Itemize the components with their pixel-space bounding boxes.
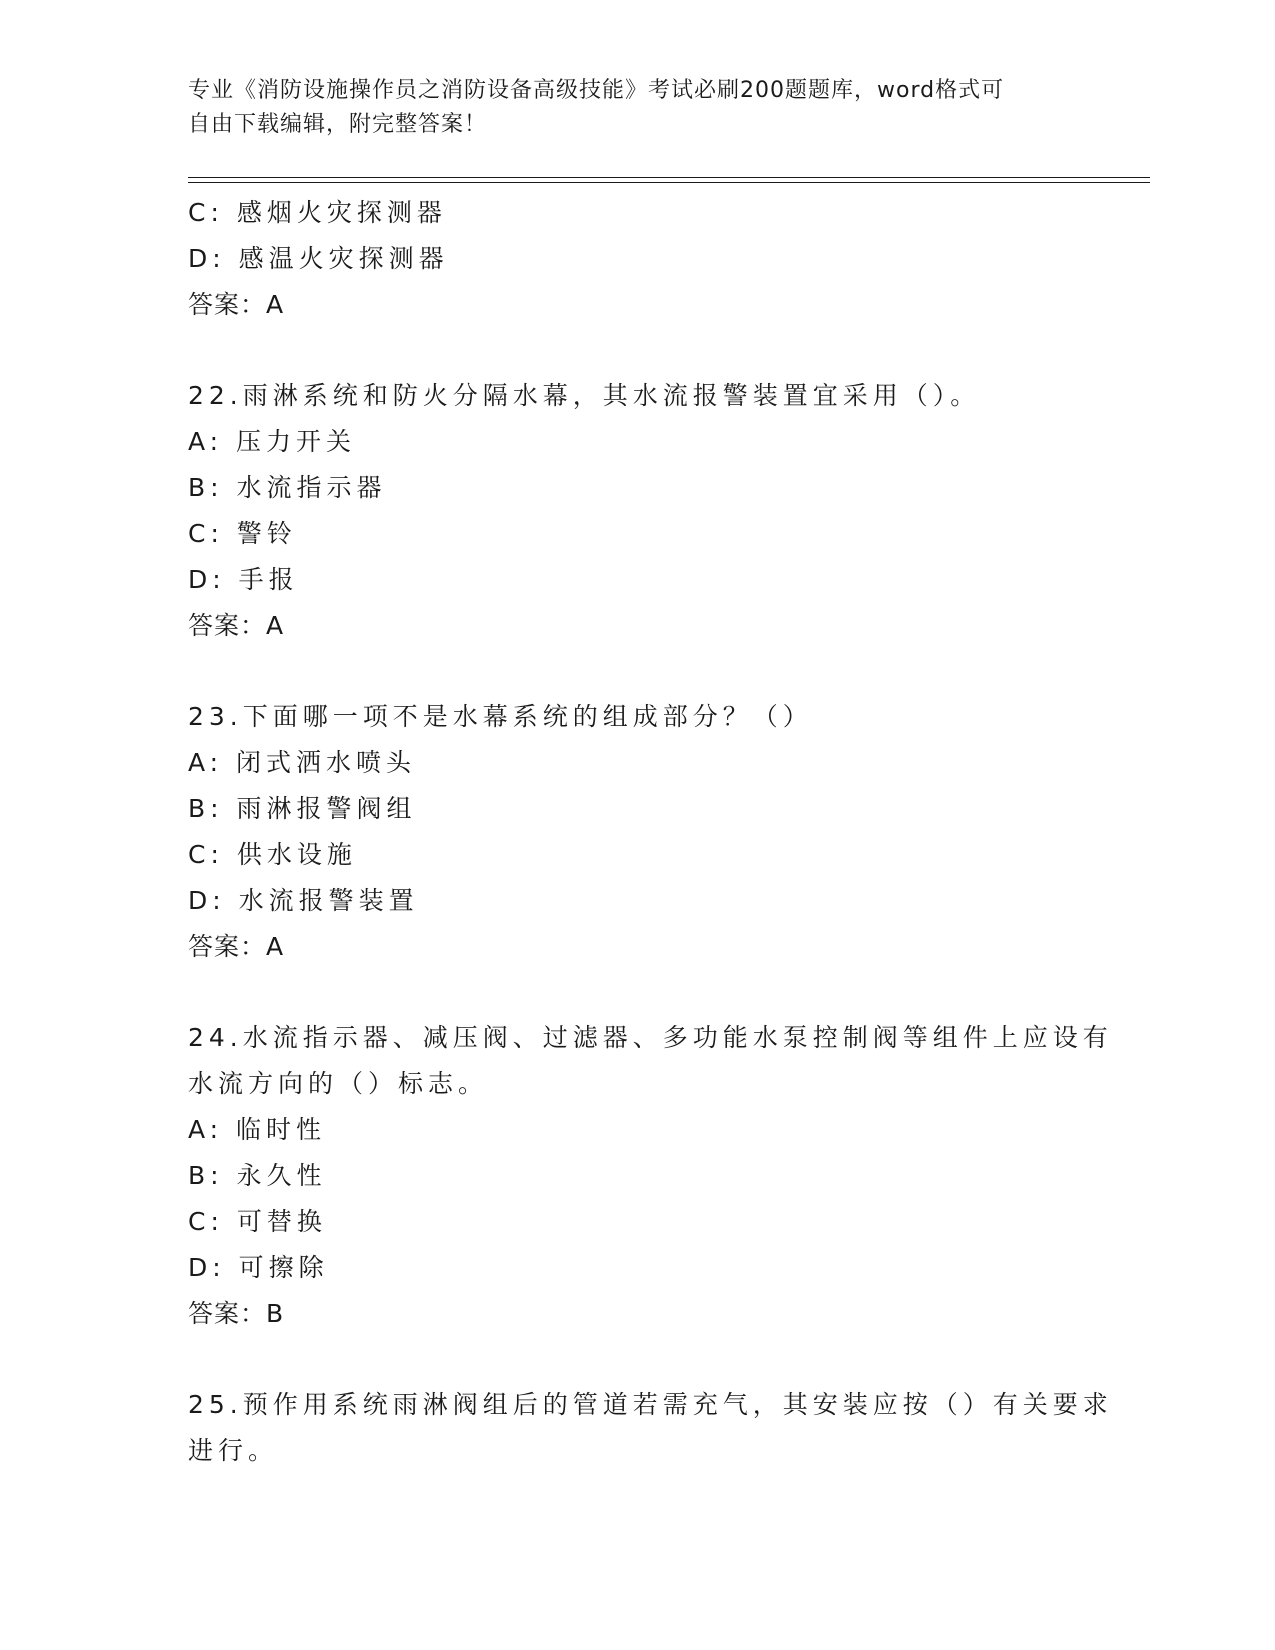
option-label: D: <box>188 1253 226 1282</box>
option-label: A: <box>188 427 224 456</box>
question-23 <box>188 694 1088 970</box>
answer: 答案：A <box>188 611 285 640</box>
question-22 <box>188 373 1088 649</box>
option-d <box>188 236 1088 282</box>
option-text: 可替换 <box>236 1207 327 1236</box>
option-b <box>188 465 1088 511</box>
document-header <box>188 74 1088 142</box>
question-25 <box>188 1382 1113 1474</box>
option-b <box>188 786 1088 832</box>
option-label: C: <box>188 840 224 869</box>
option-text: 手报 <box>238 565 299 594</box>
option-text: 供水设施 <box>236 840 357 869</box>
option-a <box>188 419 1088 465</box>
answer: 答案：A <box>188 290 285 319</box>
option-label: B: <box>188 794 224 823</box>
option-text: 水流指示器 <box>236 473 387 502</box>
header-divider-top <box>188 177 1150 178</box>
question-text-line-2: 水流方向的（）标志。 <box>188 1069 489 1098</box>
option-d <box>188 878 1088 924</box>
option-a <box>188 1107 1088 1153</box>
option-text: 感温火灾探测器 <box>238 244 449 273</box>
option-label: A: <box>188 748 224 777</box>
question-text-line-1: 25.预作用系统雨淋阀组后的管道若需充气，其安装应按（）有关要求 <box>188 1390 1113 1419</box>
option-b <box>188 1153 1088 1199</box>
option-text: 闭式洒水喷头 <box>236 748 417 777</box>
answer: 答案：A <box>188 932 285 961</box>
option-c <box>188 190 1088 236</box>
option-label: A: <box>188 1115 224 1144</box>
answer: 答案：B <box>188 1299 285 1328</box>
option-c <box>188 511 1088 557</box>
option-label: D: <box>188 244 226 273</box>
option-label: C: <box>188 1207 224 1236</box>
option-text: 永久性 <box>236 1161 327 1190</box>
option-text: 警铃 <box>236 519 297 548</box>
question-list <box>188 190 1113 1474</box>
question-text: 22.雨淋系统和防火分隔水幕，其水流报警装置宜采用（）。 <box>188 381 981 410</box>
option-label: C: <box>188 519 224 548</box>
option-label: B: <box>188 473 224 502</box>
option-text: 水流报警装置 <box>238 886 419 915</box>
option-label: D: <box>188 565 226 594</box>
question-text-line-2: 进行。 <box>188 1436 279 1465</box>
question-text-line-1: 24.水流指示器、减压阀、过滤器、多功能水泵控制阀等组件上应设有 <box>188 1023 1113 1052</box>
option-text: 感烟火灾探测器 <box>236 198 447 227</box>
question-21-tail <box>188 190 1088 328</box>
option-text: 雨淋报警阀组 <box>236 794 417 823</box>
option-text: 压力开关 <box>236 427 357 456</box>
header-line-2: 自由下载编辑，附完整答案！ <box>188 112 488 137</box>
option-text: 可擦除 <box>238 1253 329 1282</box>
option-label: D: <box>188 886 226 915</box>
option-label: C: <box>188 198 224 227</box>
option-d <box>188 1245 1088 1291</box>
question-text: 23.下面哪一项不是水幕系统的组成部分？（） <box>188 702 813 731</box>
header-divider-bottom <box>188 182 1150 183</box>
option-label: B: <box>188 1161 224 1190</box>
option-a <box>188 740 1088 786</box>
option-d <box>188 557 1088 603</box>
option-c <box>188 1199 1088 1245</box>
option-c <box>188 832 1088 878</box>
question-24 <box>188 1015 1113 1337</box>
option-text: 临时性 <box>236 1115 327 1144</box>
header-line-1: 专业《消防设施操作员之消防设备高级技能》考试必刷200题题库，word格式可 <box>188 78 1005 103</box>
